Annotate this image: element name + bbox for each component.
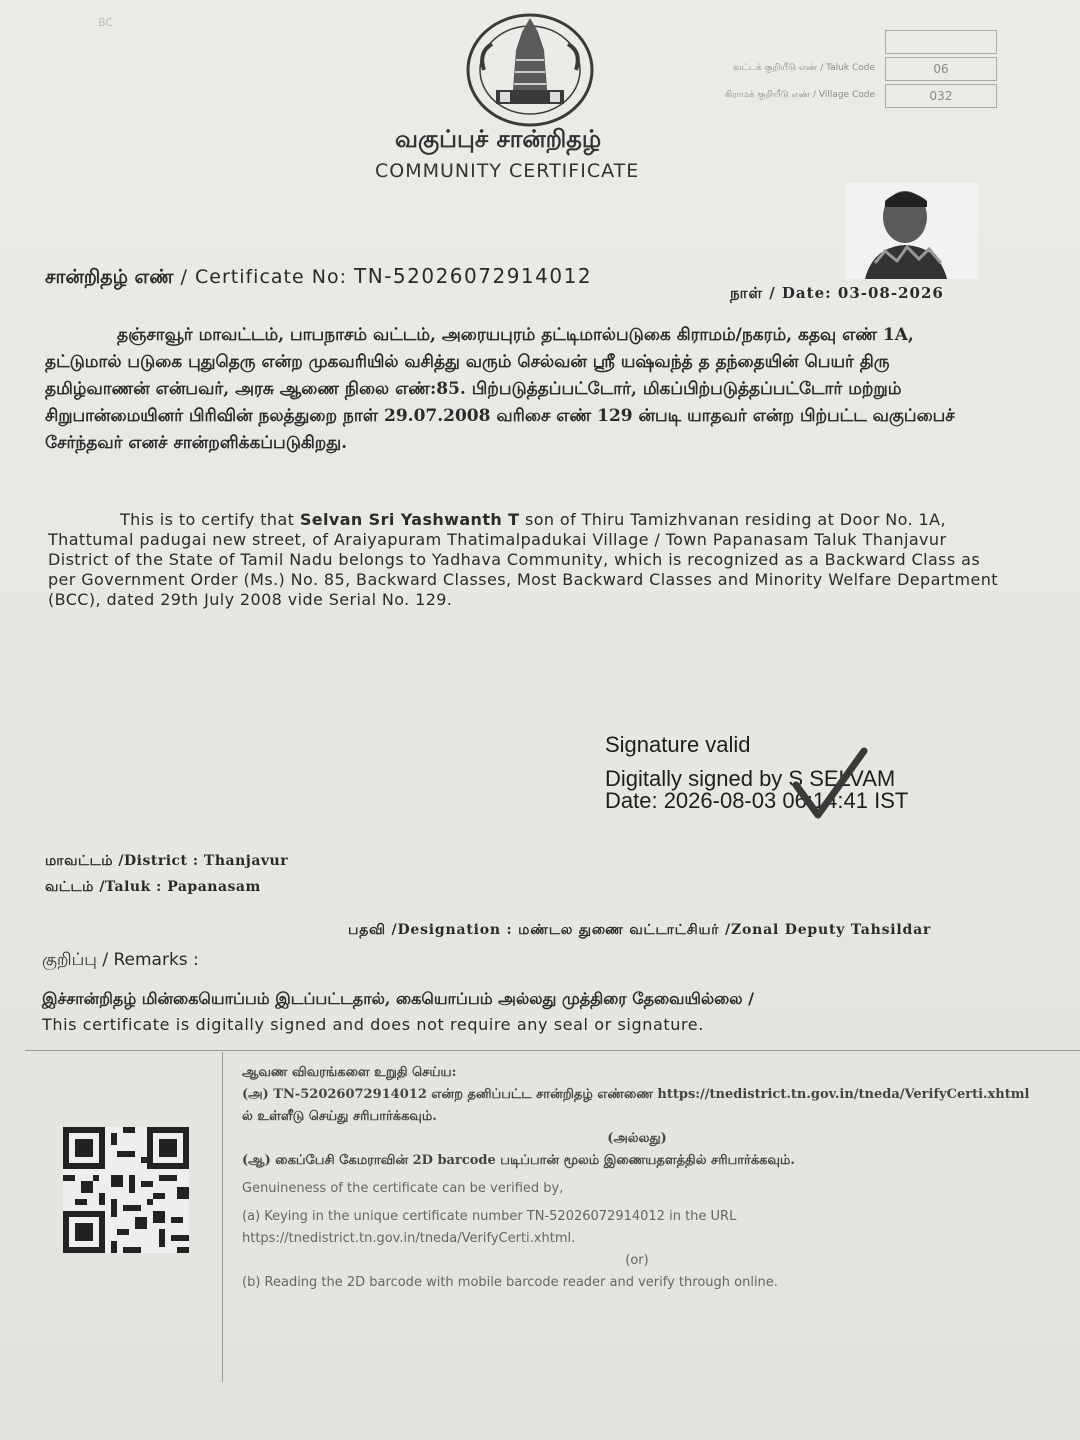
signature-date: Date: 2026-08-03 06:14:41 IST bbox=[605, 788, 909, 813]
body-paragraph-english bbox=[48, 510, 998, 610]
district-line: மாவட்டம் /District : Thanjavur bbox=[45, 853, 289, 869]
verification-b-en: (b) Reading the 2D barcode with mobile barcode reader and verify through online. bbox=[242, 1275, 778, 1290]
remarks-label: குறிப்பு / Remarks : bbox=[42, 950, 199, 970]
title-tamil: வகுப்புச் சான்றிதழ் bbox=[395, 124, 602, 153]
designation-line: பதவி /Designation : மண்டல துணை வட்டாட்சியர் /Zonal Deputy Tahsildar bbox=[348, 922, 932, 938]
body-paragraph-tamil: தஞ்சாவூர் மாவட்டம், பாபநாசம் வட்டம், அரையபுரம் தட்டிமால்படுகை கிராமம்/நகரம், கதவு எண் 1A, தட்டுமால் படுகை புதுதெரு என்ற முகவரியில் வசித்து வரும் செல்வன் ஸ்ரீ யஷ்வந்த் த தந்தையின் பெயர் திரு தமிழ்வாணன் என்பவர், அரசு ஆணை நிலை எண்:85. பிற்படுத்தப்பட்டோர், மிகப்பிற்படுத்தப்பட்டோர் மற்றும் சிறுபான்மையினர் பிரிவின் நலத்துறை நாள் 29.07.2008 வரிசை எண் 129 ன்படி யாதவர் என்ற பிற்பட்ட வகுப்பைச் சேர்ந்தவர் எனச் சான்றளிக்கப்படுகிறது. bbox=[45, 325, 955, 453]
tamilnadu-emblem-icon bbox=[460, 10, 600, 128]
para-en-rest: son of Thiru Tamizhvanan residing at Door No. 1A, Thattumal padugai new street, of Araiyapuram Thatimalpadukai Village / Town Papanasam Taluk Thanjavur District of the State of Tamil Nadu belongs to Yadhava Community, which is recognized as a Backward Class as per Government Order (Ms.) No. 85, Backward Classes, Most Backward Classes and Minority Welfare Department (BCC), dated 29th July 2008 vide Serial No. 129. bbox=[48, 510, 998, 609]
code-label: கிராமக் குறியீடு எண் / Village Code bbox=[724, 90, 875, 100]
verification-heading-en: Genuineness of the certificate can be verified by, bbox=[242, 1181, 564, 1196]
verification-b-ta: (ஆ) கைப்பேசி கேமராவின் 2D barcode படிப்பான் மூலம் இணையதளத்தில் சரிபார்க்கவும். bbox=[242, 1153, 795, 1168]
certificate-date: 03-08-2026 bbox=[837, 284, 944, 302]
verification-or-ta: (அல்லது) bbox=[607, 1131, 667, 1146]
certificate-number-label-ta: சான்றிதழ் எண் bbox=[45, 266, 174, 288]
signed-by: Digitally signed by S SELVAM bbox=[605, 766, 896, 791]
verification-block bbox=[242, 1062, 1032, 1294]
verification-or-en: (or) bbox=[625, 1253, 649, 1268]
code-value: 06 bbox=[885, 57, 997, 81]
code-row bbox=[640, 28, 997, 55]
code-row bbox=[640, 82, 997, 109]
verification-a-ta: (அ) TN-52026072914012 என்ற தனிப்பட்ட சான்றிதழ் எண்ணை https://tnedistrict.tn.gov.in/tneda/VerifyCerti.xhtml ல் உள்ளீடு செய்து சரிபார்க்கவும். bbox=[242, 1087, 1030, 1124]
taluk-line: வட்டம் /Taluk : Papanasam bbox=[45, 879, 261, 895]
remarks-text bbox=[42, 986, 982, 1038]
title-english: COMMUNITY CERTIFICATE bbox=[375, 160, 640, 182]
code-value: 032 bbox=[885, 84, 997, 108]
certificate-number-label-en: / Certificate No: bbox=[173, 266, 355, 288]
location-block bbox=[45, 848, 288, 900]
applicant-photo bbox=[845, 183, 978, 279]
code-row bbox=[640, 55, 997, 82]
remarks-english: This certificate is digitally signed and does not require any seal or signature. bbox=[42, 1015, 704, 1034]
code-value bbox=[885, 30, 997, 54]
certificate-number: TN-52026072914012 bbox=[354, 264, 593, 288]
para-en-intro: This is to certify that bbox=[120, 510, 300, 529]
divider-vertical bbox=[222, 1052, 223, 1382]
applicant-name: Selvan Sri Yashwanth T bbox=[299, 510, 520, 529]
remarks-tamil: இச்சான்றிதழ் மின்கையொப்பம் இடப்பட்டதால், கையொப்பம் அல்லது முத்திரை தேவையில்லை / bbox=[42, 989, 754, 1008]
qr-code bbox=[63, 1127, 189, 1253]
certificate-date-line bbox=[730, 284, 944, 304]
certificate-number-line bbox=[45, 264, 592, 291]
signature-valid: Signature valid bbox=[605, 732, 751, 757]
checkmark-icon bbox=[790, 745, 870, 820]
verification-a-en: (a) Keying in the unique certificate number TN-52026072914012 in the URL https://tnedistrict.tn.gov.in/tneda/VerifyCerti.xhtml. bbox=[242, 1209, 737, 1246]
code-label: வட்டக் குறியீடு எண் / Taluk Code bbox=[733, 63, 875, 73]
corner-mark: BC bbox=[98, 16, 114, 29]
verification-heading-ta: ஆவண விவரங்களை உறுதி செய்ய: bbox=[242, 1065, 457, 1080]
divider bbox=[25, 1050, 1080, 1051]
date-label: நாள் / Date: bbox=[730, 284, 832, 302]
code-boxes bbox=[640, 28, 997, 109]
